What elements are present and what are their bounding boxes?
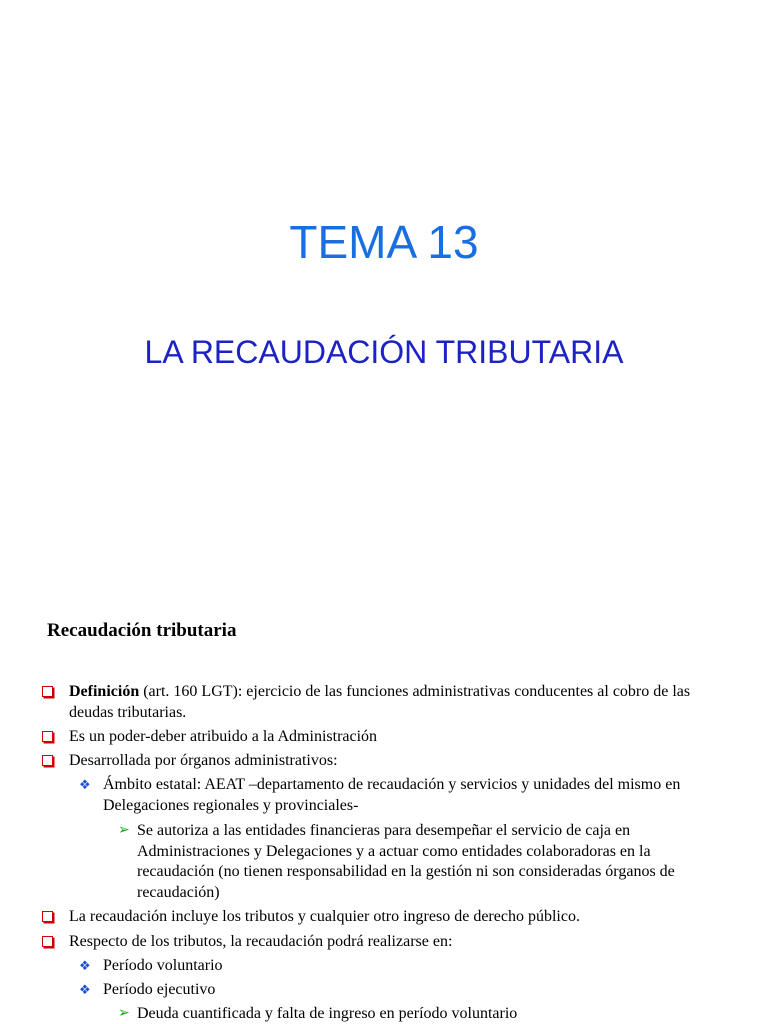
list-item [69,751,719,772]
square-bullet-icon [42,936,53,947]
square-bullet-icon [42,911,53,922]
definition-term: Definición [69,683,140,700]
list-item [79,980,723,1001]
list-item [118,1004,722,1024]
list-item [69,727,719,748]
list-item-text: La recaudación incluye los tributos y cualquier otro ingreso de derecho público. [69,908,580,925]
diamond-bullet-icon: ❖ [79,958,91,973]
list-item [69,907,719,928]
section-heading: Recaudación tributaria [47,620,237,641]
list-item [69,682,719,723]
square-bullet-icon [42,731,53,742]
list-item [79,775,723,816]
slide-title: TEMA 13 [289,216,479,268]
arrow-bullet-icon: ➢ [118,1006,130,1021]
square-bullet-icon [42,686,53,697]
list-item-text: Deuda cuantificada y falta de ingreso en período voluntario [137,1005,518,1022]
list-item-text: Período voluntario [103,957,223,974]
list-item-text: Se autoriza a las entidades financieras para desempeñar el servicio de caja en Administraciones y Delegaciones y a actuar como entidades colaboradoras en la recaudación (no tienen responsabilidad en la gestión ni son consideradas órganos de recaudación) [137,822,675,901]
square-bullet-icon [42,755,53,766]
list-item-text: Definición (art. 160 LGT): ejercicio de las funciones administrativas conducentes al cobro de las deudas tributarias. [69,683,691,721]
diamond-bullet-icon: ❖ [79,777,91,792]
list-item-text: Ámbito estatal: AEAT –departamento de recaudación y servicios y unidades del mismo en Delegaciones regionales y provinciales- [103,776,681,814]
list-item [79,956,723,977]
diamond-bullet-icon: ❖ [79,982,91,997]
list-item-text: Desarrollada por órganos administrativos: [69,752,338,769]
list-item [118,821,722,903]
arrow-bullet-icon: ➢ [118,823,130,838]
list-item-text: Período ejecutivo [103,981,216,998]
list-item-text: Respecto de los tributos, la recaudación podrá realizarse en: [69,933,453,950]
slide-subtitle: LA RECAUDACIÓN TRIBUTARIA [144,334,624,370]
list-item [69,932,719,953]
list-item-text: Es un poder-deber atribuido a la Administración [69,728,378,745]
